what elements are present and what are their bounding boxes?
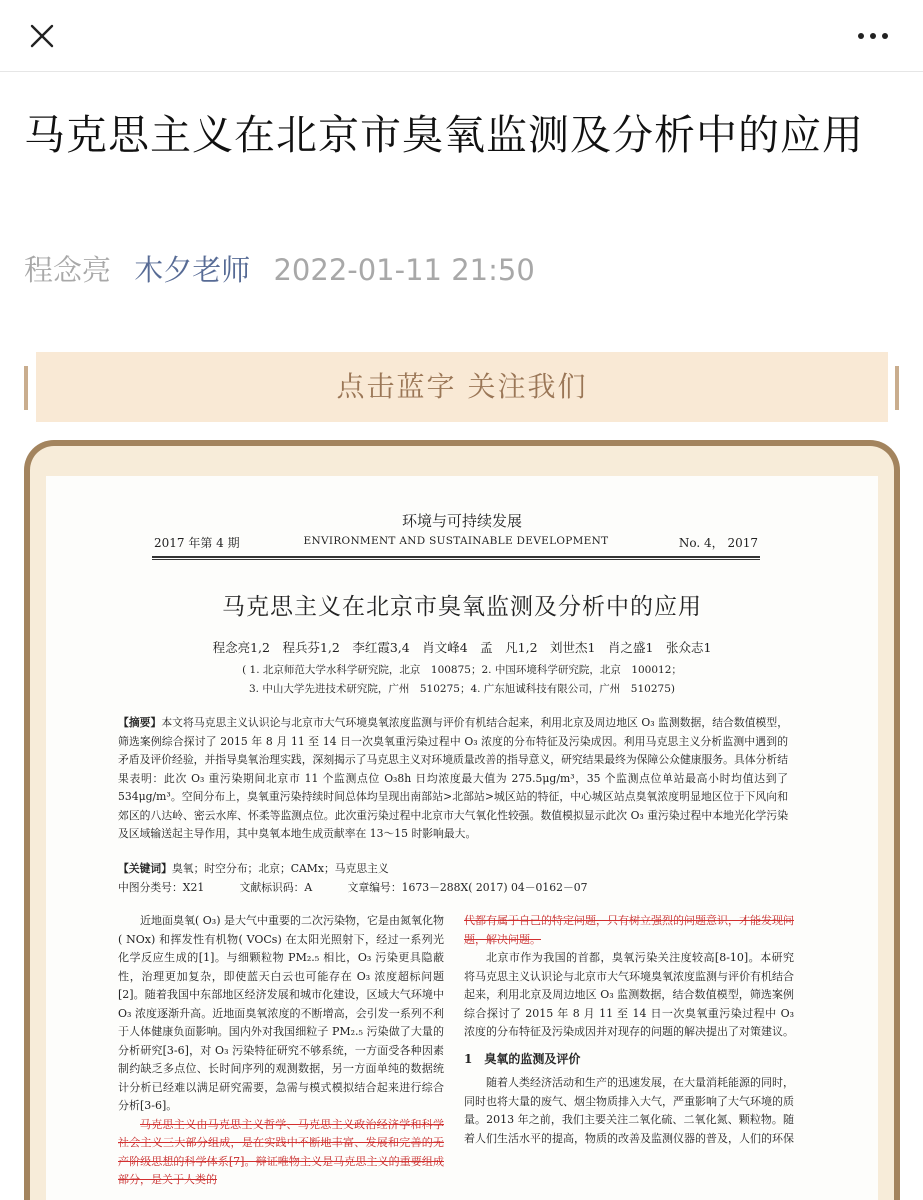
close-button[interactable] [22,18,62,54]
article-meta [24,250,535,290]
abstract-label: 【摘要】 [118,716,162,729]
issue-en: No. 4， 2017 [678,536,758,550]
more-options-button[interactable] [853,22,893,50]
abstract-text: 本文将马克思主义认识论与北京市大气环境臭氧浓度监测与评价有机结合起来，利用北京及周边地区 O₃ 监测数据，结合数值模型，筛选案例综合探讨了 2015 年 8 月 11 至 14 日一次臭氧重污染过程中 O₃ 浓度的分布特征及污染成因。利用马克思主义分析监测中遇到的矛盾及评价经验，并指导臭氧治理实践，深刻揭示了马克思主义对环境质量改善的指导意义，研究结果最终为保障公众健康服务。具体分析结果表明：此次 O₃ 重污染期间北京市 11 个监测点位 O₃8h 日均浓度最大值为 275.5μg/m³，35 个监测点位单站最高小时均值达到了 534μg/m³。空间分布上，臭氧重污染持续时间总体均呈现出南部站>北部站>城区站的特征，中心城区站点臭氧浓度明显地区位于下风向和郊区的八达岭、密云水库、怀柔等监测点位。此次重污染过程中北京市大气氧化性较强。数值模拟显示此次 O₃ 重污染过程中本地光化学污染及区域输送起主导作用，其中臭氧本地生成贡献率在 13～15 时影响最大。 [118,716,788,840]
body-column-left [118,912,444,1190]
article-title: 马克思主义在北京市臭氧监测及分析中的应用 [24,111,864,159]
keywords-text: 臭氧；时空分布；北京；CAMx；马克思主义 [171,862,389,875]
paragraph: 北京市作为我国的首都，臭氧污染关注度较高[8-10]。本研究将马克思主义认识论与北京市大气环境臭氧浓度监测与评价有机结合起来，利用北京及周边地区 O₃ 监测数据，结合数值模型，筛选案例综合探讨了 2015 年 8 月 11 至 14 日一次臭氧重污染过程中 O₃ 浓度的分布特征及污染成因并对现存的问题的解决提出了对策建议。 [464,951,794,1038]
paper-authors: 程念亮1,2 程兵芬1,2 李红霞3,4 肖文峰4 孟 凡1,2 刘世杰1 肖之盛1 张众志1 [212,640,712,655]
affiliation-line-2: 3. 中山大学先进技术研究院，广州 510275；4. 广东旭诚科技有限公司，广州 510275) [249,683,675,695]
official-account-link[interactable]: 木夕老师 [134,253,251,287]
journal-name-en: ENVIRONMENT AND SUSTAINABLE DEVELOPMENT [303,535,609,547]
keywords-label: 【关键词】 [118,862,172,875]
paper-image-frame[interactable] [24,440,900,1200]
close-icon [22,18,62,54]
follow-banner[interactable] [24,352,899,422]
top-nav-bar [0,0,923,72]
body-column-right [464,912,794,1148]
banner-right-bar [895,366,899,410]
follow-banner-text[interactable]: 点击蓝字 关注我们 [36,352,888,422]
paragraph: 随着人类经济活动和生产的迅速发展，在大量消耗能源的同时，同时也将大量的废气、烟尘物质排入大气，严重影响了大气环境的质量。2013 年之前，我们主要关注二氧化硫、二氧化氮、颗粒物。随着人们生活水平的提高，物质的改善及监测仪器的普及，人们的环保 [464,1076,794,1145]
document-code: 文献标识码：A [239,881,313,894]
class-number: 中图分类号：X21 [118,881,205,894]
affiliation-line-1: ( 1. 北京师范大学水科学研究院，北京 100875；2. 中国环境科学研究院，北京 100012； [242,664,682,676]
article-author: 程念亮 [24,253,112,287]
journal-header-row [154,534,758,554]
paper-abstract [118,714,788,844]
issue-cn: 2017 年第 4 期 [154,536,240,550]
struck-paragraph: 代都有属于自己的特定问题，只有树立强烈的问题意识，才能发现问题，解决问题。 [464,914,794,946]
paragraph: 近地面臭氧( O₃) 是大气中重要的二次污染物，它是由氮氧化物( NOx) 和挥发性有机物( VOCs) 在太阳光照射下，经过一系列光化学反应生成的[1]。与细颗粒物 PM₂.₅ 相比，O₃ 污染更具隐蔽性，治理更加复杂，即使蓝天白云也可能存在 O₃ 浓度超标问题[2]。随着我国中东部地区经济发展和城市化建设，区域大气环境中 O₃ 浓度逐渐升高。近地面臭氧浓度的不断增高，会引发一系列不利于人体健康负面影响。国内外对我国细粒子 PM₂.₅ 污染做了大量的分析研究[3-6]，对 O₃ 污染特征研究不够系统，一方面受各种因素制约缺乏多点位、长时间序列的观测数据，另一方面单纯的数据统计分析已经难以满足研究需要，急需与模式模拟结合起来进行综合分析[3-6]。 [118,914,445,1112]
section-heading: 1 臭氧的监测及评价 [464,1051,581,1066]
more-dots-icon [853,22,893,50]
paper-keywords [118,860,788,878]
header-rule [152,556,760,558]
struck-paragraph: 马克思主义由马克思主义哲学、马克思主义政治经济学和科学社会主义三大部分组成，是在实践中不断地丰富、发展和完善的无产阶级思想的科学体系[7]。辩证唯物主义是马克思主义的重要组成部分，是关于人类的 [118,1117,444,1186]
classification-line [118,879,788,897]
paper-scan[interactable] [46,476,878,1200]
publish-date: 2022-01-11 21:50 [273,253,535,287]
journal-name-cn: 环境与可持续发展 [401,512,522,530]
header-rule-thin [152,559,760,560]
paper-title: 马克思主义在北京市臭氧监测及分析中的应用 [222,594,702,620]
banner-left-bar [24,366,28,410]
article-number: 文章编号：1673－288X( 2017) 04－0162－07 [347,881,588,894]
